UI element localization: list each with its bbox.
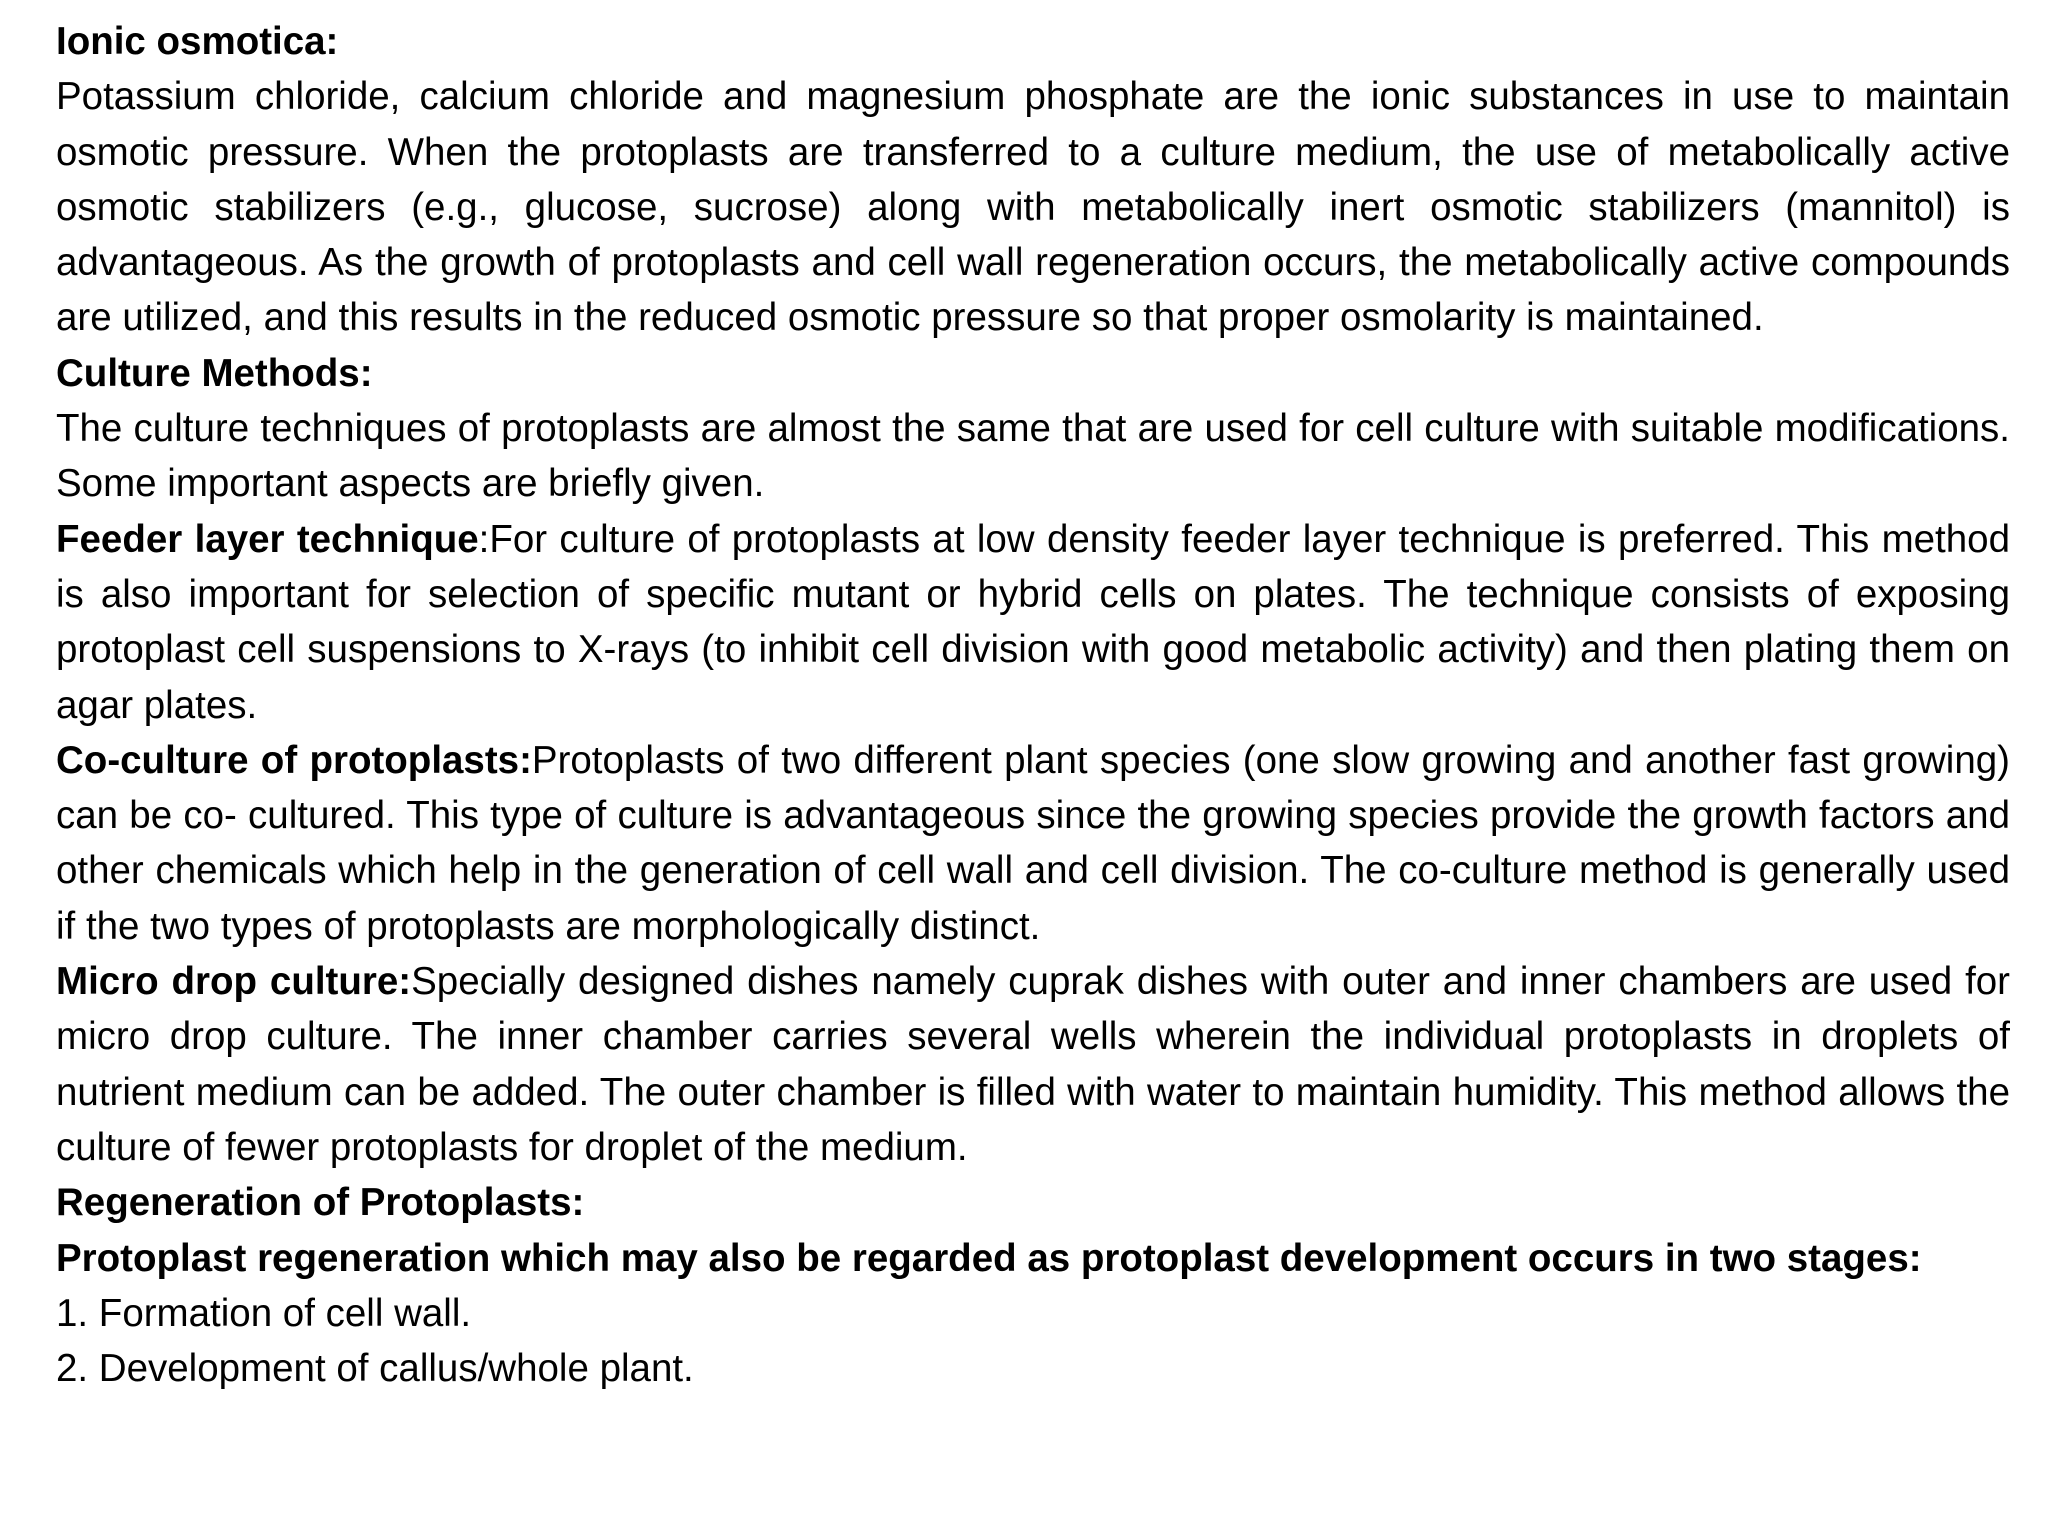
co-culture-paragraph <box>56 733 2010 954</box>
regeneration-stage-2: 2. Development of callus/whole plant. <box>56 1347 694 1391</box>
micro-drop-lead: Micro drop culture: <box>56 960 412 1004</box>
regeneration-stage-1: 1. Formation of cell wall. <box>56 1291 472 1335</box>
regeneration-subheading: Protoplast regeneration which may also be regarded as protoplast development occurs in two stages: <box>56 1236 1922 1280</box>
micro-drop-paragraph <box>56 954 2010 1175</box>
feeder-layer-lead: Feeder layer technique <box>56 517 479 561</box>
ionic-osmotica-paragraph: Potassium chloride, calcium chloride and magnesium phosphate are the ionic substances in use to maintain osmotic pressure. When the protoplasts are transferred to a culture medium, the use of metabolically active osmotic stabilizers (e.g., glucose, sucrose) along with metabolically inert osmotic stabilizers (mannitol) is advantageous. As the growth of protoplasts and cell wall regeneration occurs, the metabolically active compounds are utilized, and this results in the reduced osmotic pressure so that proper osmolarity is maintained. <box>56 75 2010 340</box>
ionic-osmotica-heading: Ionic osmotica: <box>56 20 339 63</box>
feeder-layer-paragraph <box>56 512 2010 733</box>
feeder-layer-body: :For culture of protoplasts at low density feeder layer technique is preferred. This method is also important for selection of specific mutant or hybrid cells on plates. The technique consists of exposing protoplast cell suspensions to X-rays (to inhibit cell division with good metabolic activity) and then plating them on agar plates. <box>56 517 2010 727</box>
co-culture-lead: Co-culture of protoplasts: <box>56 738 532 782</box>
culture-methods-heading: Culture Methods: <box>56 351 373 395</box>
regeneration-heading: Regeneration of Protoplasts: <box>56 1181 585 1225</box>
co-culture-body: Protoplasts of two different plant species (one slow growing and another fast growing) can be co- cultured. This type of culture is advantageous since the growing species provide the growth factors and other chemicals which help in the generation of cell wall and cell division. The co-culture method is generally used if the two types of protoplasts are morphologically distinct. <box>56 738 2010 948</box>
document-page <box>56 14 2010 1396</box>
culture-methods-paragraph: The culture techniques of protoplasts are almost the same that are used for cell culture with suitable modifications. Some important aspects are briefly given. <box>56 407 2010 506</box>
micro-drop-body: Specially designed dishes namely cuprak dishes with outer and inner chambers are used for micro drop culture. The inner chamber carries several wells wherein the individual protoplasts in droplets of nutrient medium can be added. The outer chamber is filled with water to maintain humidity. This method allows the culture of fewer protoplasts for droplet of the medium. <box>56 960 2010 1169</box>
